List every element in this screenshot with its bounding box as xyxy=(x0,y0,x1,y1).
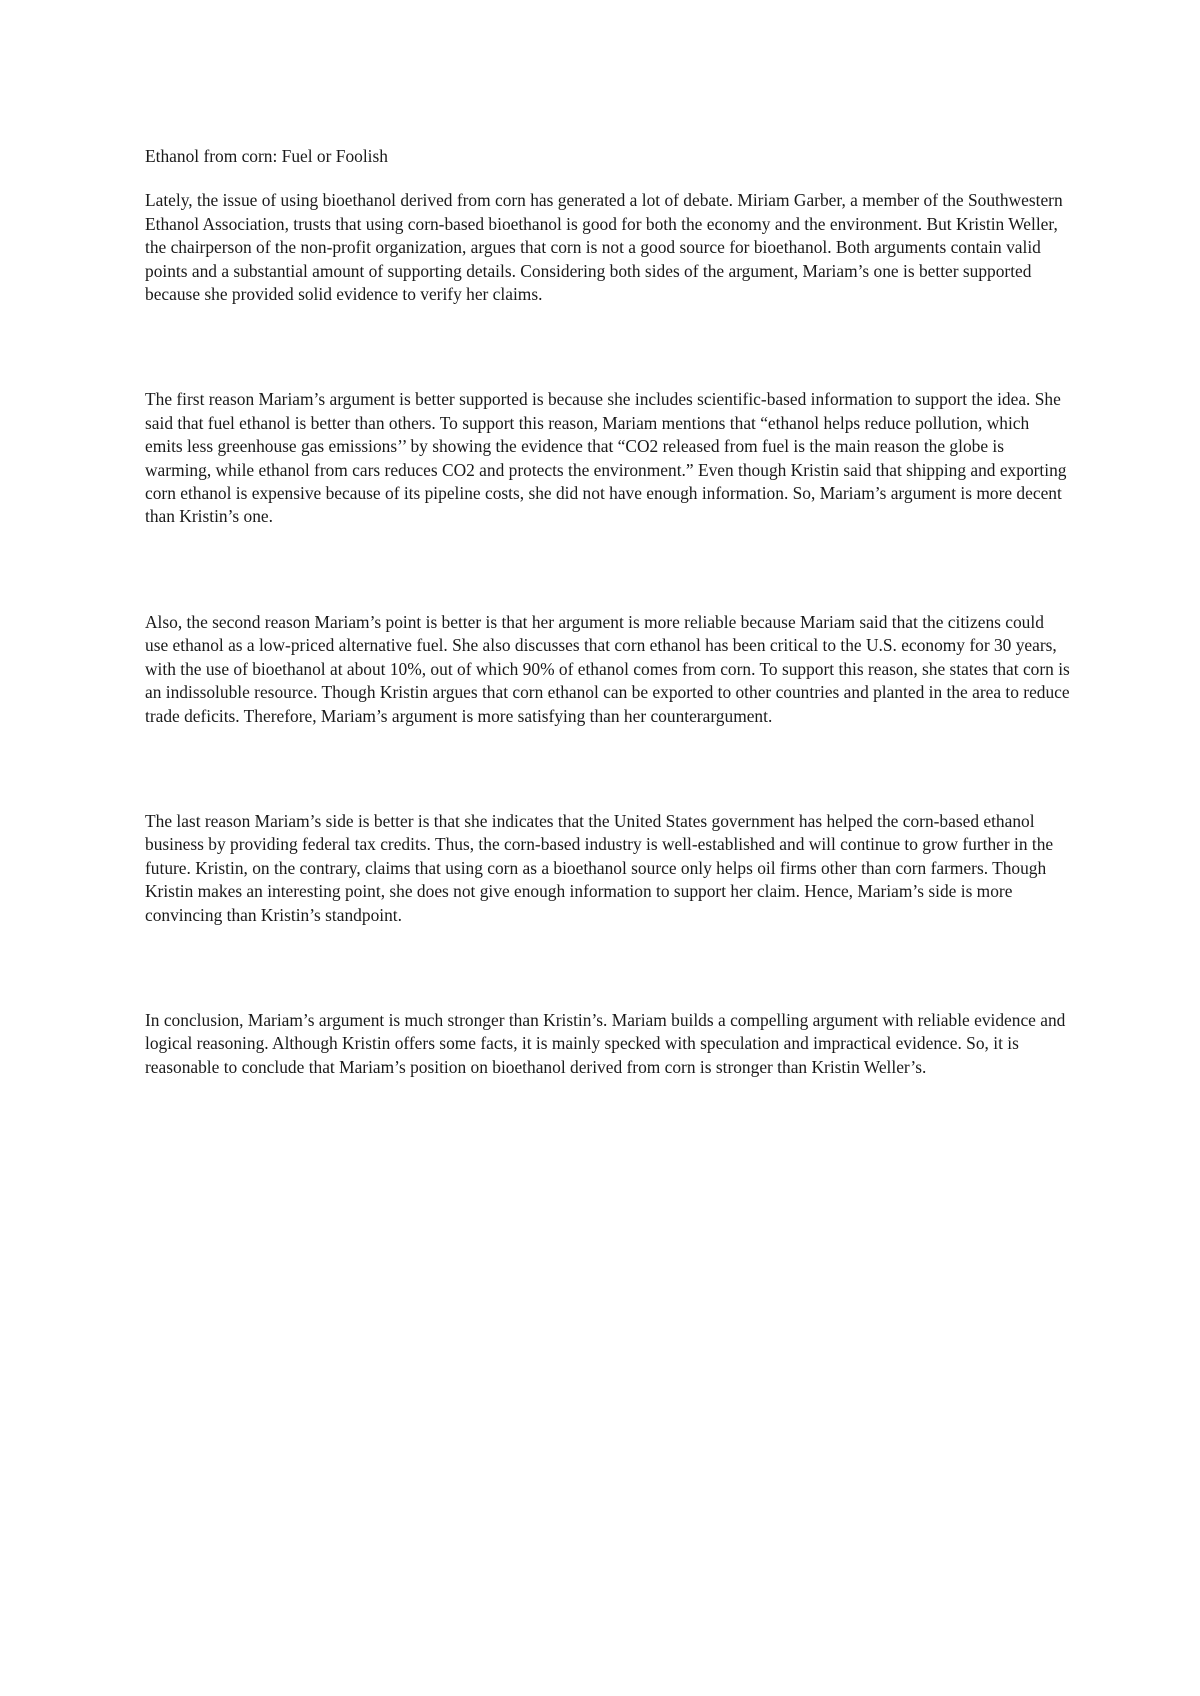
paragraph-spacer xyxy=(145,728,1070,810)
paragraph-introduction: Lately, the issue of using bioethanol derived from corn has generated a lot of debate. Miriam Garber, a member of the Southwestern Ethanol Association, trusts that using corn-based bioethanol is good for both the economy and the environment. But Kristin Weller, the chairperson of the non-profit organization, argues that corn is not a good source for bioethanol. Both arguments contain valid points and a substantial amount of supporting details. Considering both sides of the argument, Mariam’s one is better supported because she provided solid evidence to verify her claims. xyxy=(145,190,1063,305)
document-title: Ethanol from corn: Fuel or Foolish xyxy=(145,146,388,166)
paragraph-conclusion: In conclusion, Mariam’s argument is much stronger than Kristin’s. Mariam builds a compelling argument with reliable evidence and logical reasoning. Although Kristin offers some facts, it is mainly specked with speculation and impractical evidence. So, it is reasonable to conclude that Mariam’s position on bioethanol derived from corn is stronger than Kristin Weller’s. xyxy=(145,1009,1066,1077)
paragraph-second-reason: Also, the second reason Mariam’s point is better is that her argument is more reliable because Mariam said that the citizens could use ethanol as a low-priced alternative fuel. She also discusses that corn ethanol has been critical to the U.S. economy for 30 years, with the use of bioethanol at about 10%, out of which 90% of ethanol comes from corn. To support this reason, she states that corn is an indissoluble resource. Though Kristin argues that corn ethanol can be exported to other countries and planted in the area to reduce trade deficits. Therefore, Mariam’s argument is more satisfying than her counterargument. xyxy=(145,611,1070,726)
document-body xyxy=(145,145,1070,1079)
paragraph-spacer xyxy=(145,306,1070,388)
paragraph-last-reason: The last reason Mariam’s side is better is that she indicates that the United States government has helped the corn-based ethanol business by providing federal tax credits. Thus, the corn-based industry is well-established and will continue to grow further in the future. Kristin, on the contrary, claims that using corn as a bioethanol source only helps oil firms other than corn farmers. Though Kristin makes an interesting point, she does not give enough information to support her claim. Hence, Mariam’s side is more convincing than Kristin’s standpoint. xyxy=(145,810,1054,925)
paragraph-first-reason: The first reason Mariam’s argument is better supported is because she includes scientific-based information to support the idea. She said that fuel ethanol is better than others. To support this reason, Mariam mentions that “ethanol helps reduce pollution, which emits less greenhouse gas emissions’’ by showing the evidence that “CO2 released from fuel is the main reason the globe is warming, while ethanol from cars reduces CO2 and protects the environment.” Even though Kristin said that shipping and exporting corn ethanol is expensive because of its pipeline costs, she did not have enough information. So, Mariam’s argument is more decent than Kristin’s one. xyxy=(145,389,1067,527)
paragraph-spacer xyxy=(145,927,1070,1009)
paragraph-spacer xyxy=(145,529,1070,611)
